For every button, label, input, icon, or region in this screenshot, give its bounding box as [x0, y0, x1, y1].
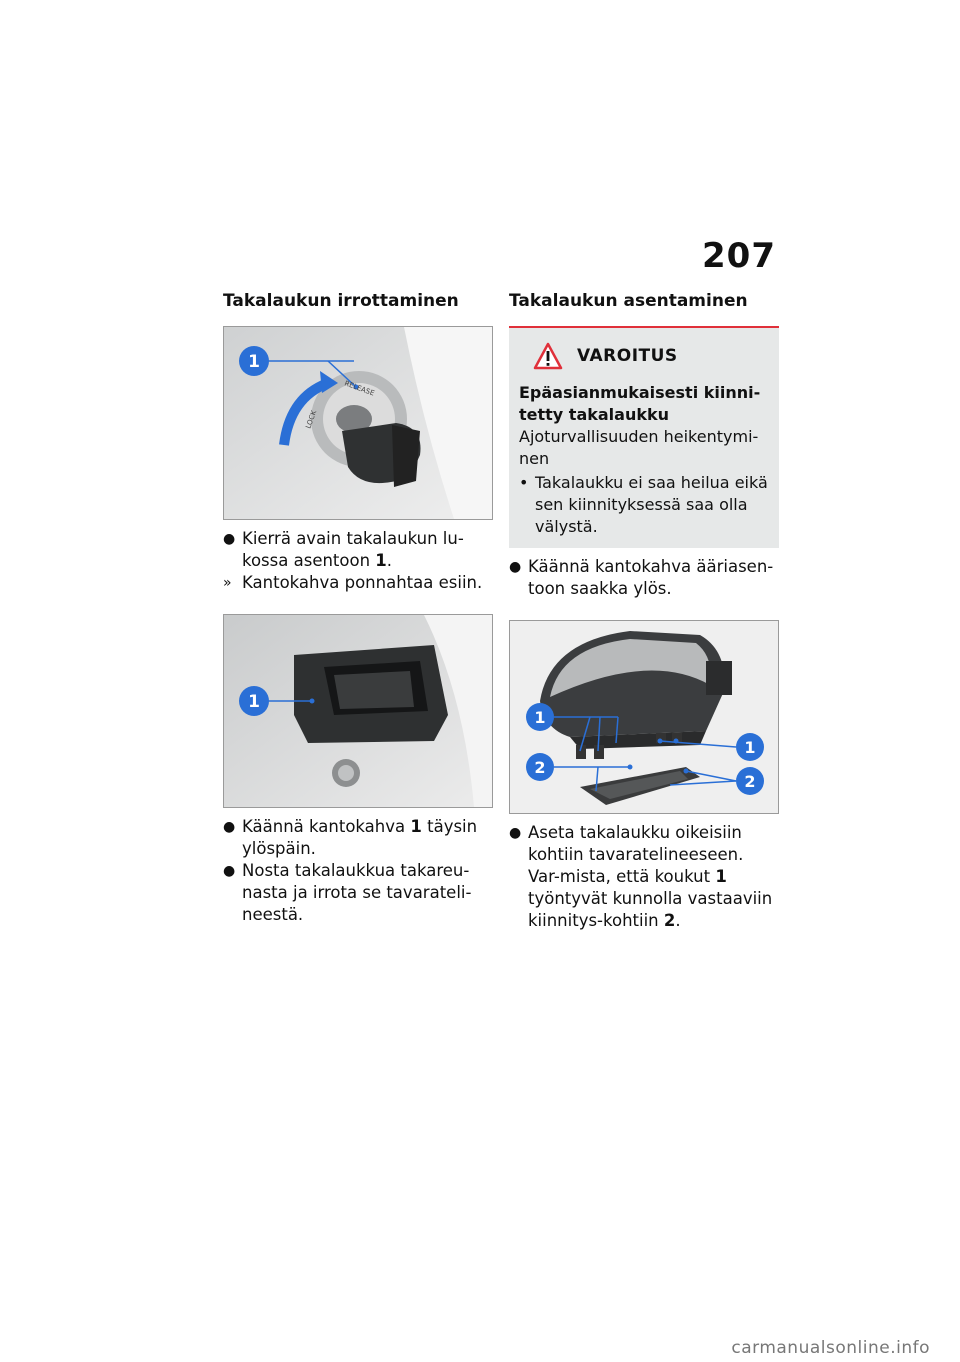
list-item: ● Kierrä avain takalaukun lu-kossa asentoon 1. [223, 529, 464, 570]
callout-1-right: 1 [744, 738, 756, 757]
warning-subject: Epäasianmukaisesti kiinni-tetty takalaukku [519, 383, 761, 424]
list-item: ● Nosta takalaukkua takareu-nasta ja irrota se tavarateli-neestä. [223, 861, 472, 924]
warning-consequence: Ajoturvallisuuden heikentymi-nen [519, 427, 759, 468]
release-label: RELEASE [343, 379, 376, 398]
steps-installation-2 [509, 822, 779, 932]
callout-2-left: 2 [534, 758, 546, 777]
list-item: » Kantokahva ponnahtaa esiin. [223, 573, 483, 592]
bullet-icon: • [519, 473, 529, 492]
key-lock-illustration [224, 327, 492, 519]
left-column [223, 290, 493, 926]
callout-1: 1 [248, 352, 260, 372]
warning-title: VAROITUS [577, 346, 678, 366]
page-number: 207 [702, 236, 776, 276]
handle-illustration [224, 615, 492, 807]
warning-triangle-icon [533, 342, 563, 370]
warning-instruction: • Takalaukku ei saa heilua eikä sen kiinnityksessä saa olla välystä. [519, 473, 768, 536]
callout-1: 1 [248, 692, 260, 712]
figure-case-mount [509, 620, 779, 814]
steps-removal-1 [223, 528, 493, 594]
list-item: ● Käännä kantokahva 1 täysin ylöspäin. [223, 817, 478, 858]
warning-header [519, 342, 769, 370]
case-mount-illustration [510, 621, 778, 813]
list-item: ● Aseta takalaukku oikeisiin kohtiin tavaratelineeseen. Var-mista, että koukut 1 työntyvät kunnolla vastaaviin kiinnitys-kohtiin 2. [509, 823, 773, 930]
callout-2-right: 2 [744, 772, 756, 791]
steps-removal-2 [223, 816, 493, 926]
figure-handle [223, 614, 493, 808]
lock-label: LOCK [304, 409, 319, 430]
callout-1-left: 1 [534, 708, 546, 727]
steps-installation-1 [509, 556, 779, 600]
footer-watermark: carmanualsonline.info [731, 1338, 930, 1358]
list-item: ● Käännä kantokahva ääriasen-toon saakka ylös. [509, 557, 774, 598]
right-column [509, 290, 779, 932]
section-heading-installation: Takalaukun asentaminen [509, 291, 748, 311]
warning-box [509, 326, 779, 548]
section-heading-removal: Takalaukun irrottaminen [223, 291, 459, 311]
figure-key-lock [223, 326, 493, 520]
